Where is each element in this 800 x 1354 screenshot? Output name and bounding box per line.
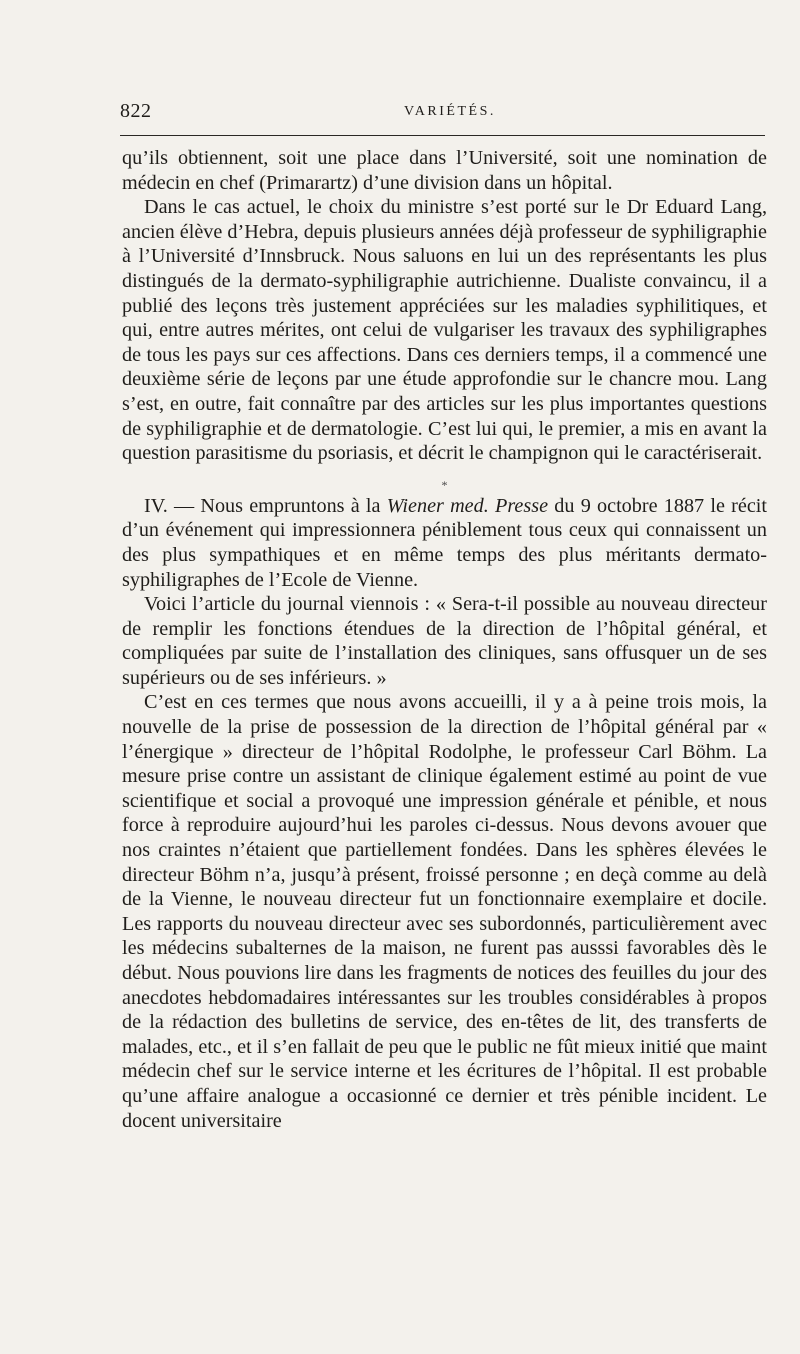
paragraph-article-quote: Voici l’article du journal viennois : « Sera-t-il possible au nouveau directeur de remplir les fonctions étendues de la direction de l’hôpital général, et compliquées par suite de l’installation des cliniques, sans offusquer un de ses supérieurs ou de ses inférieurs. » bbox=[122, 593, 767, 689]
section-iv-text: du 9 octobre 1887 le récit d’un événement qui impressionnera péniblement tous ceux qui connaissent un des plus sympathiques et en même temps des plus méritants dermato-syphiligraphes de l’Ecole de Vienne. bbox=[122, 494, 767, 591]
page-header bbox=[120, 100, 765, 130]
section-separator: * bbox=[441, 477, 448, 492]
paragraph-bohm: C’est en ces termes que nous avons accueilli, il y a à peine trois mois, la nouvelle de la prise de possession de la direction de l’hôpital général par « l’énergique » directeur de l’hôpital Rodolphe, le professeur Carl Böhm. La mesure prise contre un assistant de clinique également estimé au point de vue scientifique et social a provoqué une impression générale et pénible, et nous force à reproduire aujourd’hui les paroles ci-dessus. Nous devons avouer que nos craintes n’étaient que partiellement fondées. Dans les sphères élevées le directeur Böhm n’a, jusqu’à présent, froissé personne ; en deçà comme au delà de la Vienne, le nouveau directeur fut un fonctionnaire exemplaire et docile. Les rapports du nouveau directeur avec ses subordonnés, particulièrement avec les médecins subalternes de la maison, ne furent pas ausssi favorables dès le début. Nous pouvions lire dans les fragments de notices des feuilles du jour des anecdotes hebdomadaires intéressantes sur les troubles considérables à propos de la rédaction des bulletins de service, des en-têtes de lit, des transferts de malades, etc., et il s’en fallait de peu que le public ne fût mieux initié que maint médecin chef sur le service interne et les écritures de l’hôpital. Il est probable qu’une affaire analogue a occasionné ce dernier et très pénible incident. Le docent universitaire bbox=[122, 691, 767, 1132]
header-rule bbox=[120, 135, 765, 136]
paragraph-lang: Dans le cas actuel, le choix du ministre s’est porté sur le Dr Eduard Lang, ancien élève d’Hebra, depuis plusieurs années déjà professeur de syphiligraphie à l’Université d’Innsbruck. Nous saluons en lui un des représentants les plus distingués de la dermato-syphiligraphie autrichienne. Dualiste convaincu, il a publié des leçons très justement appréciées sur les maladies syphilitiques, et qui, entre autres mérites, ont celui de vulgariser les travaux des syphiligraphes de tous les pays sur ces affections. Dans ces derniers temps, il a commencé une deuxième série de leçons par une étude approfondie sur le chancre mou. Lang s’est, en outre, fait connaître par des articles sur les plus importantes questions de syphiligraphie et de dermatologie. C’est lui qui, le premier, a mis en avant la question parasitisme du psoriasis, et décrit le champignon qui le caractériserait. bbox=[122, 196, 767, 465]
journal-title: Wiener med. Presse bbox=[386, 494, 549, 517]
body-text bbox=[122, 146, 767, 1133]
running-title: VARIÉTÉS. bbox=[404, 104, 496, 119]
page-number: 822 bbox=[120, 100, 152, 122]
section-iv-intro: IV. — Nous empruntons à la bbox=[144, 494, 387, 517]
paragraph-continuation: qu’ils obtiennent, soit une place dans l’Université, soit une nomination de médecin en chef (Primarartz) d’une division dans un hôpital. bbox=[122, 147, 767, 194]
paragraph-section-iv bbox=[122, 494, 767, 592]
